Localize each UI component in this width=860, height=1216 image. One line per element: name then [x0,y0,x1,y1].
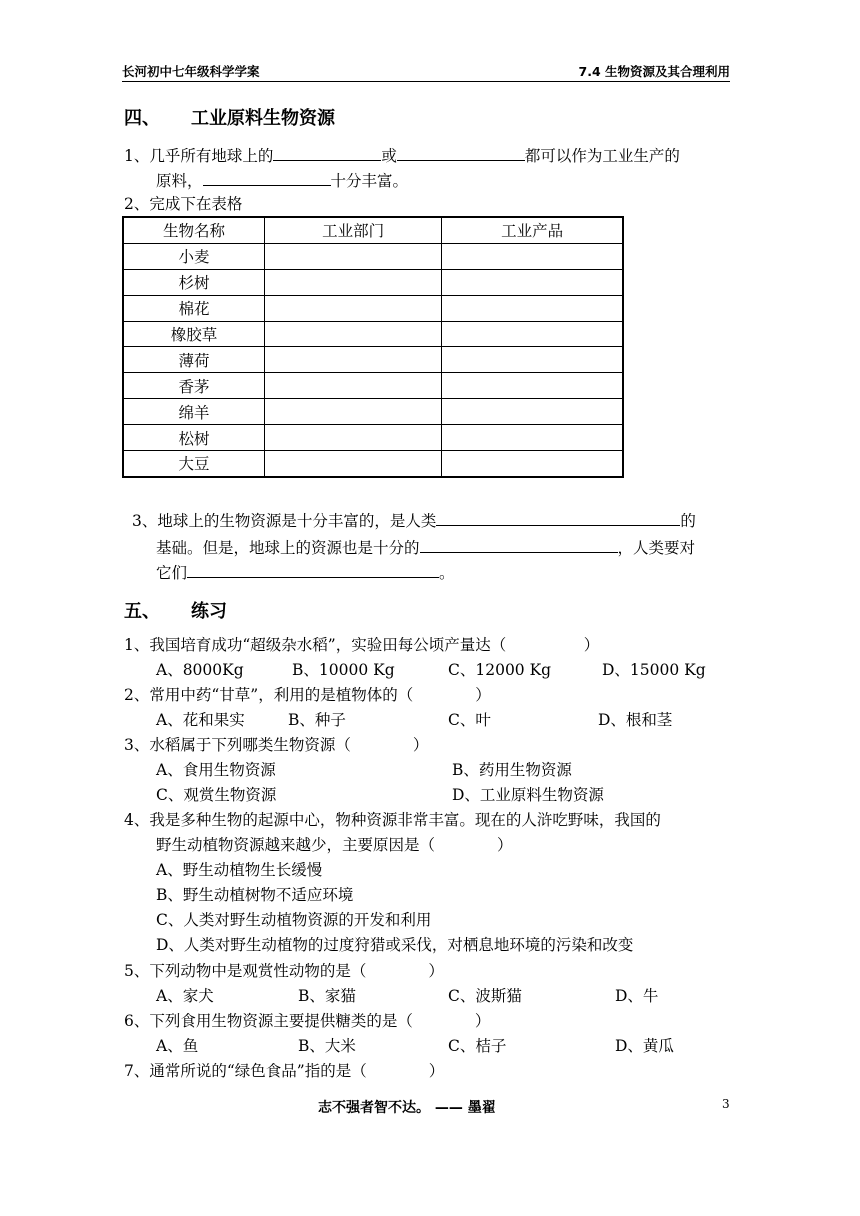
table-cell-product[interactable] [442,399,623,425]
practice5-stem: 5、下列动物中是观赏性动物的是（ ） [124,962,444,980]
practice3-stem: 3、水稻属于下列哪类生物资源（ ） [124,736,429,754]
table-cell-product[interactable] [442,373,623,399]
section4-number: 四、 [124,108,160,129]
practice4-option-a[interactable]: A、野生动植物生长缓慢 [156,861,323,879]
table-row [123,399,623,425]
practice3-option-a[interactable]: A、食用生物资源 [156,761,276,779]
footer-motto: 志不强者智不达。 —— 墨翟 [318,1100,496,1116]
q3-text-c: 基础。但是，地球上的资源也是十分的 [156,539,420,557]
practice4-stem-line1: 4、我是多种生物的起源中心，物种资源非常丰富。现在的人浒吃野味，我国的 [124,811,661,829]
table-row [123,425,623,451]
q3-text-b: 的 [680,512,696,530]
practice2-option-d[interactable]: D、根和茎 [598,711,673,729]
practice3-option-b[interactable]: B、药用生物资源 [452,761,572,779]
section4-title: 工业原料生物资源 [191,108,335,129]
practice2-option-b[interactable]: B、种子 [288,711,346,729]
practice1-option-b[interactable]: B、10000 Kg [292,661,395,679]
table-cell-product[interactable] [442,321,623,347]
practice1-stem: 1、我国培育成功“超级杂水稻”，实验田每公顷产量达（ ） [124,636,600,654]
q1-blank-3[interactable] [203,170,331,186]
practice7-stem: 7、通常所说的“绿色食品”指的是（ ） [124,1062,445,1080]
table-row [123,269,623,295]
practice2-option-a[interactable]: A、花和果实 [156,711,245,729]
practice1-option-d[interactable]: D、15000 Kg [602,661,706,679]
header-left: 长河初中七年级科学学案 [122,64,260,79]
table-header-name: 生物名称 [123,217,264,243]
q3-line2 [156,537,695,558]
table-cell-name: 橡胶草 [123,321,264,347]
q3-line1 [132,510,696,531]
table-cell-name: 小麦 [123,243,264,269]
practice5-option-a[interactable]: A、家犬 [156,987,214,1005]
table-cell-sector[interactable] [264,425,441,451]
practice6-option-b[interactable]: B、大米 [298,1037,356,1055]
practice2-option-c[interactable]: C、叶 [448,711,491,729]
q3-blank-2[interactable] [420,537,618,553]
table-cell-product[interactable] [442,451,623,477]
practice3-option-c[interactable]: C、观赏生物资源 [156,786,277,804]
q3-text-d: ，人类要对 [617,539,696,557]
q3-text-e: 它们 [156,564,188,582]
table-cell-sector[interactable] [264,399,441,425]
practice4-option-c[interactable]: C、人类对野生动植物资源的开发和利用 [156,911,432,929]
practice4-option-d[interactable]: D、人类对野生动植物的过度狩猎或采伐，对栖息地环境的污染和改变 [156,936,634,954]
table-cell-sector[interactable] [264,347,441,373]
q3-line3 [156,562,455,583]
practice5-option-c[interactable]: C、波斯猫 [448,987,522,1005]
q1-text-c: 都可以作为工业生产的 [524,147,680,165]
table-cell-product[interactable] [442,269,623,295]
practice5-option-d[interactable]: D、牛 [615,987,659,1005]
table-row [123,451,623,477]
practice2-stem: 2、常用中药“甘草”，利用的是植物体的（ ） [124,686,491,704]
q1-text-e: 十分丰富。 [330,172,409,190]
practice3-option-d[interactable]: D、工业原料生物资源 [452,786,604,804]
practice5-option-b[interactable]: B、家猫 [298,987,356,1005]
table-cell-sector[interactable] [264,295,441,321]
q3-text-a: 3、地球上的生物资源是十分丰富的，是人类 [132,512,437,530]
q1-text-d: 原料， [156,172,203,190]
page-number: 3 [722,1097,730,1111]
table-cell-name: 杉树 [123,269,264,295]
header-right: 7.4 生物资源及其合理利用 [578,64,730,79]
table-row [123,347,623,373]
table-cell-sector[interactable] [264,373,441,399]
section5-number: 五、 [124,601,160,622]
table-cell-name: 绵羊 [123,399,264,425]
practice1-option-a[interactable]: A、8000Kg [156,661,244,679]
table-row [123,243,623,269]
q1-line1 [124,145,680,166]
section5-title: 练习 [191,601,227,622]
q3-text-f: 。 [439,564,455,582]
table-cell-name: 大豆 [123,451,264,477]
table-cell-sector[interactable] [264,321,441,347]
table-cell-sector[interactable] [264,269,441,295]
q1-text-a: 1、几乎所有地球上的 [124,147,274,165]
header-divider [122,81,730,82]
practice6-option-c[interactable]: C、桔子 [448,1037,507,1055]
table-cell-name: 薄荷 [123,347,264,373]
table-header-sector: 工业部门 [264,217,441,243]
table-row [123,295,623,321]
table-row [123,321,623,347]
table-cell-name: 棉花 [123,295,264,321]
q1-line2 [156,170,408,191]
table-header-product: 工业产品 [442,217,623,243]
table-cell-name: 香茅 [123,373,264,399]
q3-blank-1[interactable] [436,510,680,526]
q1-blank-1[interactable] [273,145,381,161]
practice6-option-a[interactable]: A、鱼 [156,1037,199,1055]
table-cell-sector[interactable] [264,243,441,269]
practice6-option-d[interactable]: D、黄瓜 [615,1037,674,1055]
q1-text-b: 或 [381,147,397,165]
q2-text: 2、完成下在表格 [124,195,243,213]
table-header-row [123,217,623,243]
table-cell-product[interactable] [442,295,623,321]
table-cell-product[interactable] [442,243,623,269]
table-cell-product[interactable] [442,425,623,451]
practice4-stem-line2: 野生动植物资源越来越少，主要原因是（ ） [156,836,513,854]
resource-table [122,216,624,478]
table-cell-product[interactable] [442,347,623,373]
practice4-option-b[interactable]: B、野生动植树物不适应环境 [156,886,354,904]
table-cell-sector[interactable] [264,451,441,477]
practice1-option-c[interactable]: C、12000 Kg [448,661,552,679]
practice6-stem: 6、下列食用生物资源主要提供糖类的是（ ） [124,1012,491,1030]
table-cell-name: 松树 [123,425,264,451]
q3-blank-3[interactable] [187,562,439,578]
q1-blank-2[interactable] [397,145,525,161]
table-row [123,373,623,399]
